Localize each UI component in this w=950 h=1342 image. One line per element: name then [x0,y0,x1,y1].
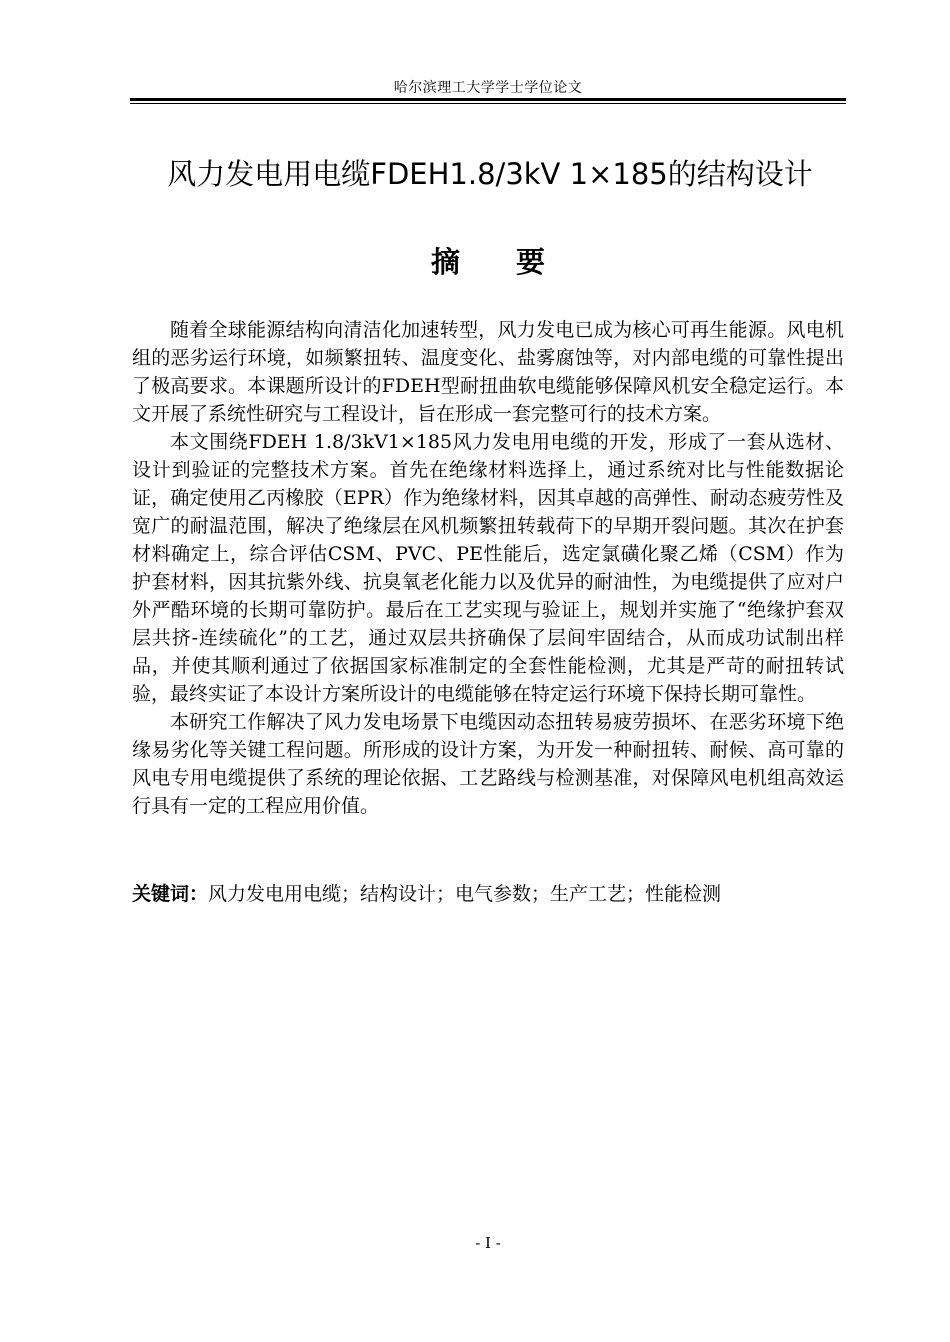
abstract-heading: 摘要 [430,245,601,279]
abstract-paragraph-1: 随着全球能源结构向清洁化加速转型，风力发电已成为核心可再生能源。风电机组的恶劣运行环境，如频繁扭转、温度变化、盐雾腐蚀等，对内部电缆的可靠性提出了极高要求。本课题所设计的FDEH型耐扭曲软电缆能够保障风机安全稳定运行。本文开展了系统性研究与工程设计，旨在形成一套完整可行的技术方案。 [132,319,844,425]
keywords-list: 风力发电用电缆；结构设计；电气参数；生产工艺；性能检测 [208,883,722,905]
header-rule-thick [130,98,846,101]
keywords-line [132,880,844,908]
paper-title: 风力发电用电缆FDEH1.8/3kV 1×185的结构设计 [167,157,813,191]
abstract-paragraph-2: 本文围绕FDEH 1.8/3kV1×185风力发电用电缆的开发，形成了一套从选材、设计到验证的完整技术方案。首先在绝缘材料选择上，通过系统对比与性能数据论证，确定使用乙丙橡胶（EPR）作为绝缘材料，因其卓越的高弹性、耐动态疲劳性及宽广的耐温范围，解决了绝缘层在风机频繁扭转载荷下的早期开裂问题。其次在护套材料确定上，综合评估CSM、PVC、PE性能后，选定氯磺化聚乙烯（CSM）作为护套材料，因其抗紫外线、抗臭氧老化能力以及优异的耐油性，为电缆提供了应对户外严酷环境的长期可靠防护。最后在工艺实现与验证上，规划并实施了“绝缘护套双层共挤-连续硫化”的工艺，通过双层共挤确保了层间牢固结合，从而成功试制出样品，并使其顺利通过了依据国家标准制定的全套性能检测，尤其是严苛的耐扭转试验，最终实证了本设计方案所设计的电缆能够在特定运行环境下保持长期可靠性。 [132,431,844,705]
abstract-paragraph-3: 本研究工作解决了风力发电场景下电缆因动态扭转易疲劳损坏、在恶劣环境下绝缘易劣化等关键工程问题。所形成的设计方案，为开发一种耐扭转、耐候、高可靠的风电专用电缆提供了系统的理论依据、工艺路线与检测基准，对保障风电机组高效运行具有一定的工程应用价值。 [132,711,844,817]
keywords-label: 关键词： [132,883,209,905]
abstract-body [132,316,844,820]
running-header: 哈尔滨理工大学学士学位论文 [393,80,583,96]
page-number: - I - [475,1234,501,1252]
header-rule-thin [130,103,846,104]
